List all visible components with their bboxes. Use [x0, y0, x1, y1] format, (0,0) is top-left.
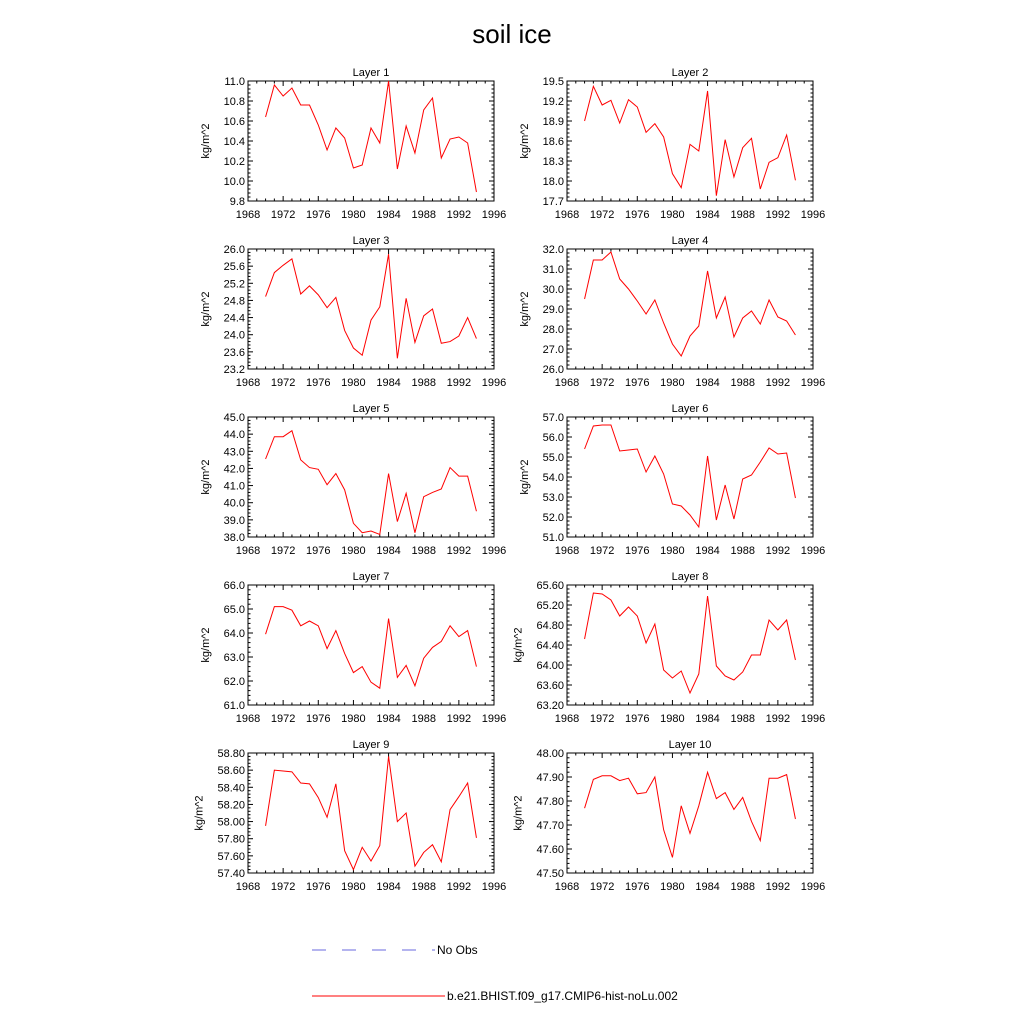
y-axis-label: kg/m^2 — [518, 123, 531, 159]
panel-6 — [519, 403, 825, 557]
y-tick-label: 57.60 — [217, 850, 245, 863]
y-tick-label: 10.2 — [223, 156, 245, 168]
y-tick-label: 64.40 — [536, 640, 564, 652]
y-tick-label: 11.0 — [224, 76, 245, 88]
y-tick-label: 26.0 — [542, 364, 564, 376]
x-tick-label: 1968 — [554, 881, 580, 893]
y-tick-label: 24.8 — [223, 295, 245, 308]
x-tick-label: 1968 — [554, 545, 580, 557]
x-tick-label: 1980 — [341, 377, 366, 389]
x-tick-label: 1996 — [481, 377, 507, 389]
x-tick-label: 1968 — [235, 713, 261, 725]
y-tick-label: 58.20 — [217, 799, 245, 812]
y-tick-label: 27.0 — [542, 344, 564, 356]
x-tick-label: 1992 — [765, 545, 791, 557]
plot-frame — [567, 417, 813, 537]
x-tick-label: 1976 — [306, 377, 331, 389]
plot-frame — [248, 81, 494, 201]
y-tick-label: 58.00 — [217, 816, 245, 829]
x-tick-label: 1984 — [695, 377, 720, 389]
series-line — [585, 86, 796, 195]
y-axis-label: kg/m^2 — [199, 459, 212, 495]
panel-7 — [200, 571, 506, 725]
y-tick-label: 63.60 — [536, 680, 564, 692]
y-tick-label: 24.0 — [223, 329, 245, 342]
panel-1 — [200, 67, 506, 221]
y-tick-label: 47.90 — [536, 772, 564, 784]
y-tick-label: 18.3 — [542, 156, 564, 168]
y-tick-label: 51.0 — [542, 532, 564, 544]
panel-9 — [194, 739, 507, 893]
y-tick-label: 42.0 — [223, 463, 245, 476]
x-tick-label: 1968 — [235, 545, 261, 557]
plot-frame — [567, 249, 813, 369]
series-line — [266, 81, 477, 192]
series-line — [585, 772, 796, 857]
y-tick-label: 64.00 — [536, 660, 564, 672]
x-tick-label: 1972 — [589, 377, 615, 389]
x-tick-label: 1996 — [800, 545, 826, 557]
x-tick-label: 1996 — [481, 881, 507, 893]
x-tick-label: 1976 — [306, 545, 331, 557]
y-tick-label: 18.9 — [542, 116, 564, 128]
y-tick-label: 65.60 — [536, 580, 564, 592]
x-tick-label: 1984 — [376, 713, 401, 725]
x-tick-label: 1996 — [800, 377, 826, 389]
x-tick-label: 1976 — [306, 713, 331, 725]
series-line — [266, 607, 477, 689]
panel-5 — [200, 403, 506, 557]
x-tick-label: 1992 — [446, 545, 472, 557]
y-tick-label: 66.0 — [223, 580, 245, 592]
series-line — [266, 254, 477, 358]
y-tick-label: 19.5 — [542, 76, 564, 88]
y-tick-label: 54.0 — [542, 472, 564, 484]
x-tick-label: 1980 — [660, 209, 685, 221]
y-tick-label: 57.0 — [542, 412, 564, 424]
panel-10 — [513, 739, 826, 893]
x-tick-label: 1972 — [589, 881, 615, 893]
x-tick-label: 1984 — [376, 209, 401, 221]
x-tick-label: 1992 — [446, 209, 472, 221]
y-tick-label: 19.2 — [542, 96, 564, 108]
y-tick-label: 45.0 — [223, 412, 245, 424]
y-tick-label: 30.0 — [542, 284, 564, 296]
y-tick-label: 57.80 — [217, 833, 245, 846]
y-tick-label: 43.0 — [223, 446, 245, 459]
x-tick-label: 1984 — [695, 881, 720, 893]
x-tick-label: 1976 — [625, 713, 650, 725]
y-tick-label: 38.0 — [223, 532, 245, 544]
y-tick-label: 24.4 — [223, 312, 245, 325]
x-tick-label: 1984 — [695, 713, 720, 725]
x-tick-label: 1988 — [730, 881, 755, 893]
panel-title: Layer 4 — [671, 235, 709, 247]
y-tick-label: 52.0 — [542, 512, 564, 524]
x-tick-label: 1984 — [695, 545, 720, 557]
y-tick-label: 23.6 — [223, 346, 245, 359]
x-tick-label: 1992 — [446, 713, 472, 725]
x-tick-label: 1980 — [660, 881, 685, 893]
y-tick-label: 41.0 — [223, 480, 245, 493]
panel-8 — [513, 571, 826, 725]
y-tick-label: 25.6 — [223, 261, 245, 274]
y-tick-label: 10.6 — [223, 116, 245, 128]
x-tick-label: 1988 — [730, 713, 755, 725]
x-tick-label: 1992 — [765, 713, 791, 725]
panel-title: Layer 3 — [352, 235, 390, 247]
x-tick-label: 1996 — [800, 881, 826, 893]
x-tick-label: 1988 — [730, 545, 755, 557]
panel-4 — [519, 235, 825, 389]
y-tick-label: 53.0 — [542, 492, 564, 504]
panels — [194, 67, 826, 893]
y-tick-label: 58.40 — [217, 782, 245, 795]
x-tick-label: 1972 — [589, 713, 615, 725]
panel-3 — [200, 235, 506, 389]
y-tick-label: 39.0 — [223, 514, 245, 527]
x-tick-label: 1976 — [306, 881, 331, 893]
x-tick-label: 1976 — [625, 545, 650, 557]
y-tick-label: 58.80 — [217, 748, 245, 760]
x-tick-label: 1968 — [554, 713, 580, 725]
x-tick-label: 1996 — [481, 209, 507, 221]
x-tick-label: 1984 — [376, 881, 401, 893]
x-tick-label: 1996 — [800, 713, 826, 725]
y-tick-label: 40.0 — [223, 497, 245, 510]
panel-title: Layer 6 — [671, 403, 709, 415]
x-tick-label: 1976 — [625, 881, 650, 893]
x-tick-label: 1980 — [660, 713, 685, 725]
x-tick-label: 1980 — [341, 209, 366, 221]
y-tick-label: 23.2 — [223, 364, 245, 376]
y-tick-label: 10.4 — [223, 136, 245, 148]
y-axis-label: kg/m^2 — [518, 291, 531, 327]
x-tick-label: 1968 — [554, 377, 580, 389]
y-tick-label: 47.80 — [536, 796, 564, 808]
x-tick-label: 1988 — [411, 713, 436, 725]
y-tick-label: 9.8 — [229, 196, 245, 208]
y-tick-label: 64.80 — [536, 620, 564, 632]
x-tick-label: 1984 — [376, 545, 401, 557]
x-tick-label: 1988 — [730, 209, 755, 221]
y-tick-label: 47.70 — [536, 820, 564, 832]
y-tick-label: 18.0 — [542, 176, 564, 188]
x-tick-label: 1972 — [270, 545, 296, 557]
x-tick-label: 1980 — [660, 377, 685, 389]
x-tick-label: 1972 — [270, 209, 296, 221]
x-tick-label: 1972 — [270, 377, 296, 389]
x-tick-label: 1968 — [235, 881, 261, 893]
x-tick-label: 1980 — [660, 545, 685, 557]
x-tick-label: 1992 — [446, 881, 472, 893]
y-axis-label: kg/m^2 — [199, 627, 212, 663]
y-tick-label: 10.8 — [223, 96, 245, 108]
y-axis-label: kg/m^2 — [512, 795, 525, 831]
y-tick-label: 29.0 — [542, 304, 564, 316]
y-tick-label: 56.0 — [542, 432, 564, 444]
y-tick-label: 65.20 — [536, 600, 564, 612]
x-tick-label: 1984 — [376, 377, 401, 389]
figure-title: soil ice — [472, 19, 552, 49]
y-tick-label: 63.20 — [536, 700, 564, 712]
y-tick-label: 31.0 — [542, 264, 564, 276]
y-tick-label: 57.40 — [217, 868, 245, 880]
x-tick-label: 1992 — [765, 209, 791, 221]
y-tick-label: 25.2 — [223, 278, 245, 291]
y-tick-label: 64.0 — [223, 628, 245, 640]
y-tick-label: 18.6 — [542, 136, 564, 148]
panel-2 — [519, 67, 825, 221]
legend-no-obs-label: No Obs — [437, 943, 478, 957]
x-tick-label: 1988 — [411, 881, 436, 893]
x-tick-label: 1972 — [270, 881, 296, 893]
y-axis-label: kg/m^2 — [518, 459, 531, 495]
x-tick-label: 1988 — [411, 209, 436, 221]
x-tick-label: 1976 — [306, 209, 331, 221]
panel-title: Layer 7 — [352, 571, 390, 583]
y-tick-label: 10.0 — [223, 176, 245, 188]
x-tick-label: 1968 — [235, 377, 261, 389]
legend-model-label: b.e21.BHIST.f09_g17.CMIP6-hist-noLu.002 — [447, 989, 678, 1003]
series-line — [266, 756, 477, 869]
y-axis-label: kg/m^2 — [199, 123, 212, 159]
x-tick-label: 1988 — [411, 545, 436, 557]
x-tick-label: 1968 — [235, 209, 261, 221]
plot-frame — [567, 585, 813, 705]
y-axis-label: kg/m^2 — [512, 627, 525, 663]
x-tick-label: 1984 — [695, 209, 720, 221]
x-tick-label: 1972 — [270, 713, 296, 725]
x-tick-label: 1980 — [341, 881, 366, 893]
panel-title: Layer 5 — [352, 403, 390, 415]
y-tick-label: 44.0 — [223, 429, 245, 442]
x-tick-label: 1996 — [481, 713, 507, 725]
y-axis-label: kg/m^2 — [199, 291, 212, 327]
x-tick-label: 1988 — [411, 377, 436, 389]
y-axis-label: kg/m^2 — [193, 795, 206, 831]
x-tick-label: 1992 — [765, 377, 791, 389]
panel-title: Layer 8 — [671, 571, 709, 583]
panel-title: Layer 9 — [352, 739, 390, 751]
y-tick-label: 63.0 — [223, 652, 245, 664]
series-line — [585, 252, 796, 356]
y-tick-label: 55.0 — [542, 452, 564, 464]
series-line — [585, 425, 796, 527]
panel-title: Layer 1 — [352, 67, 390, 79]
y-tick-label: 17.7 — [542, 196, 564, 208]
plot-frame — [248, 585, 494, 705]
x-tick-label: 1968 — [554, 209, 580, 221]
y-tick-label: 62.0 — [223, 676, 245, 688]
x-tick-label: 1992 — [446, 377, 472, 389]
y-tick-label: 48.00 — [536, 748, 564, 760]
x-tick-label: 1996 — [481, 545, 507, 557]
x-tick-label: 1992 — [765, 881, 791, 893]
x-tick-label: 1976 — [625, 209, 650, 221]
x-tick-label: 1996 — [800, 209, 826, 221]
y-tick-label: 47.60 — [536, 844, 564, 856]
y-tick-label: 28.0 — [542, 324, 564, 336]
x-tick-label: 1988 — [730, 377, 755, 389]
series-line — [266, 431, 477, 535]
x-tick-label: 1980 — [341, 713, 366, 725]
x-tick-label: 1976 — [625, 377, 650, 389]
panel-title: Layer 2 — [671, 67, 709, 79]
y-tick-label: 65.0 — [223, 604, 245, 616]
y-tick-label: 61.0 — [223, 700, 245, 712]
plot-frame — [567, 81, 813, 201]
y-tick-label: 47.50 — [536, 868, 564, 880]
series-line — [585, 593, 796, 693]
legend — [312, 943, 678, 1003]
plot-frame — [567, 753, 813, 873]
y-tick-label: 26.0 — [223, 244, 245, 256]
y-tick-label: 58.60 — [217, 765, 245, 778]
x-tick-label: 1980 — [341, 545, 366, 557]
x-tick-label: 1972 — [589, 545, 615, 557]
x-tick-label: 1972 — [589, 209, 615, 221]
y-tick-label: 32.0 — [542, 244, 564, 256]
panel-title: Layer 10 — [668, 739, 712, 751]
plot-frame — [248, 249, 494, 369]
